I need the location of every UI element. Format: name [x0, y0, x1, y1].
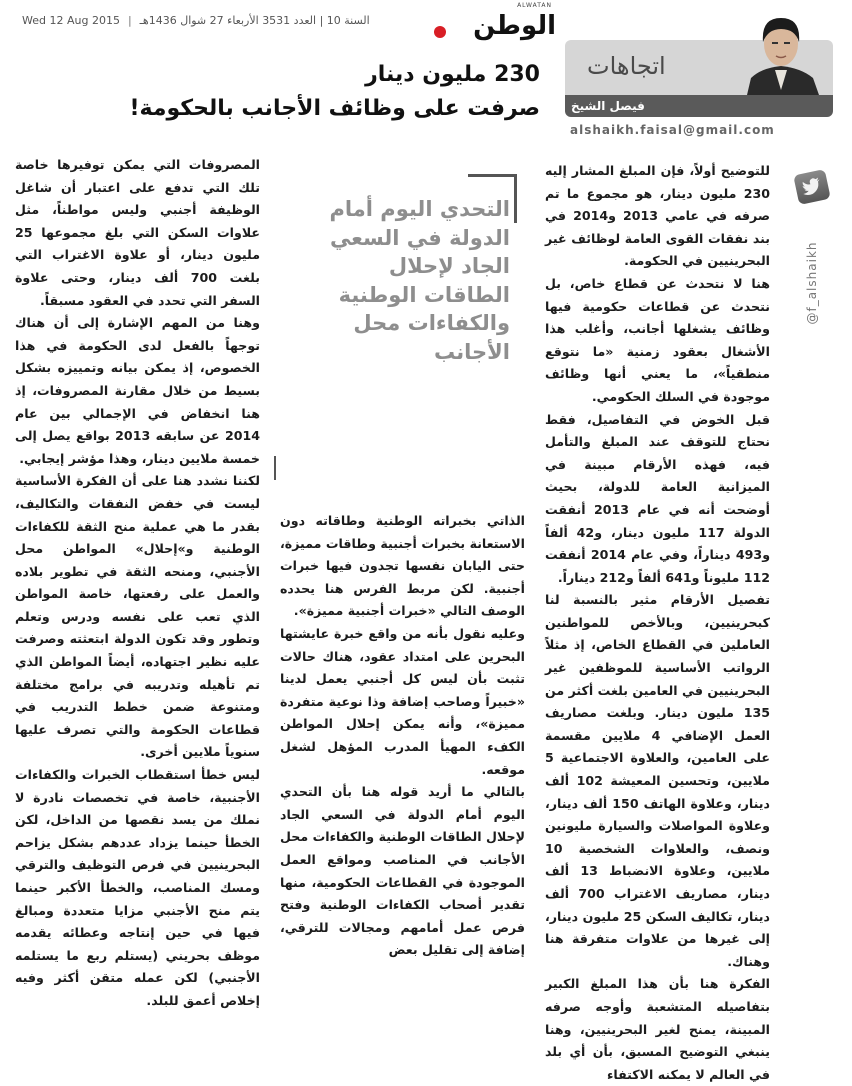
- author-name: فيصل الشيخ: [571, 99, 645, 113]
- paragraph: الذاتي بخبراته الوطنية وطاقاته دون الاستعانة بخبرات أجنبية وطاقات مميزة، حتى اليابان نفسها تجدون فيها خبرات أجنبية. لكن مربط الفرس هنا يحدده الوصف التالي «خبرات أجنبية مميزة».: [280, 513, 525, 619]
- paragraph: هنا لا نتحدث عن قطاع خاص، بل نتحدث عن قطاعات حكومية فيها وظائف يشغلها أجانب، وأغلب هذا الأشغال بعقود زمنية «ما نتوقع منطقياً»، ما يعني أنها وظائف موجودة في السلك الحكومي.: [545, 275, 770, 404]
- paragraph: ليس خطأ استقطاب الخبرات والكفاءات الأجنبية، خاصة في تخصصات نادرة لا نملك من يسد نقصها من الداخل، لكن الخطأ حينما يزداد عددهم بشكل يزاحم البحرينيين في فرص التوظيف والترقي ومسك المناصب، والخطأ الأكبر حينما يتم منح الأجنبي مزايا متعددة ومبالغ فيها في حين إنتاجه وعطائه يقدمه موظف بحريني (يستلم ربع ما يستلمه الأجنبي) لكن عمله متقن أكثر وفيه إخلاص أعمق للبلد.: [15, 767, 260, 1008]
- paragraph: تفصيل الأرقام مثير بالنسبة لنا كبحرينيين، وبالأخص للمواطنين العاملين في القطاع الخاص، إذ مثلاً الرواتب الأساسية للموظفين غير البحرينيين في العامين بلغت أكثر من 135 مليون دينار. وبلغت مصاريف العمل الإضافي 4 ملايين مقسمة على العامين، والعلاوة الاجتماعية 5 ملايين، وتحسين المعيشة 102 ألف دينار، وعلاوة الهاتف 150 ألف دينار، وعلاوة المواصلات والسيارة مليونين ونصف، والعلاوات الشخصية 10 ملايين، وعلاوة الانضباط 13 ألف دينار، مصاريف الاغتراب 700 ألف دينار، تكاليف السكن 25 مليون دينار، إلى غيرها من علاوات متفرقة هنا وهناك.: [545, 592, 771, 969]
- arabic-date: السنة 10 | العدد 3531 الأربعاء 27 شوال 1436هـ: [139, 13, 370, 27]
- english-date: Wed 12 Aug 2015: [22, 13, 120, 27]
- pullquote-bracket-bottom: [274, 456, 276, 480]
- paragraph: الفكرة هنا بأن هذا المبلغ الكبير بتفاصيله المتشعبة وأوجه صرفه المبينة، يمنح لغير البحرينيين، وهنا ينبغي التوضيح المسبق، بأن أي بلد في العالم لا يمكنه الاكتفاء: [545, 976, 770, 1082]
- headline-line-2: صرفت على وظائف الأجانب بالحكومة!: [129, 96, 540, 121]
- paragraph: للتوضيح أولاً، فإن المبلغ المشار إليه 230 مليون دينار، هو مجموع ما تم صرفه في عامي 2013 و2014 في بند نفقات القوى العامة لوظائف غير البحرينيين في الحكومة.: [545, 163, 771, 269]
- column-title: اتجاهات: [587, 52, 666, 80]
- article-headline: [60, 58, 540, 126]
- bird-glyph-icon: [800, 176, 823, 198]
- twitter-handle[interactable]: @f_alshaikh: [805, 241, 819, 325]
- dateline: [22, 10, 422, 30]
- paragraph: قبل الخوض في التفاصيل، فقط نحتاج للتوقف عند المبلغ والتأمل فيه، فهذه الأرقام مبينة في الميزانية العامة للدولة، بحيث أوضحت أنه في عام 2013 أنفقت الدولة 117 مليون دينار، و42 ألفاً و493 ديناراً، وفي عام 2014 أنفقت 112 مليوناً و641 ألفاً و212 ديناراً.: [545, 411, 771, 585]
- author-email[interactable]: alshaikh.faisal@gmail.com: [570, 123, 775, 137]
- newspaper-logo[interactable]: [430, 2, 556, 44]
- article-column-left: [15, 154, 260, 1013]
- article-column-right: [545, 160, 770, 1086]
- paragraph: بالتالي ما أريد قوله هنا بأن التحدي اليوم أمام الدولة في السعي الجاد لإحلال الطاقات الوطنية والكفاءات محل الأجانب في المناصب ومواقع العمل الموجودة في القطاعات الحكومية، منها تقدير أصحاب الكفاءات الوطنية وفتح فرص عمل أمامهم ومجالات للترقي، إضافة إلى تقليل بعض: [280, 784, 525, 958]
- column-header: [565, 40, 833, 95]
- article-column-middle: [280, 510, 525, 962]
- twitter-block[interactable]: [790, 168, 834, 328]
- logo-latin: ALWATAN: [517, 2, 552, 9]
- logo-red-dot-icon: [434, 26, 446, 38]
- headline-line-1: 230 مليون دينار: [365, 62, 540, 87]
- author-photo: [741, 10, 821, 95]
- pullquote: التحدي اليوم أمام الدولة في السعي الجاد لإحلال الطاقات الوطنية والكفاءات محل الأجانب: [329, 197, 510, 364]
- dateline-separator: |: [127, 13, 132, 27]
- paragraph: وهنا من المهم الإشارة إلى أن هناك توجهاً بالفعل لدى الحكومة في هذا الخصوص، إذ يمكن بيانه وتمييزه بشكل بسيط من خلال مقارنة المصروفات، إذ هنا انخفاض في الإجمالي بين عام 2014 عن سابقه 2013 بواقع يصل إلى خمسة ملايين دينار، وهذا مؤشر إيجابي.: [15, 315, 260, 466]
- logo-arabic: الوطن: [473, 11, 556, 41]
- author-bar: [565, 95, 833, 117]
- twitter-bird-icon: [793, 169, 831, 205]
- paragraph: المصروفات التي يمكن توفيرها خاصة تلك التي تدفع على اعتبار أن شاغل الوظيفة أجنبي وليس مواطناً، مثل علاوات السكن التي بلغ مجموعها 25 مليون دينار، أو علاوة الاغتراب التي بلغت 700 ألف دينار، وحتى علاوة السفر التي تحدد في العقود مسبقاً.: [15, 157, 260, 308]
- paragraph: لكننا نشدد هنا على أن الفكرة الأساسية ليست في خفض النفقات والتكاليف، بقدر ما هي عملية منح الثقة للكفاءات الوطنية و»إحلال» المواطن محل الأجنبي، ومنحه الثقة في تطوير بلاده والعمل على رفعتها، خاصة المواطن الذي تعب على نفسه ودرس وتعلم وتطور وقد تكون الدولة ابتعثته وصرفت عليه نظير اجتهاده، أيضاً المواطن الذي تم تأهيله وتدريبه في برامج مختلفة ومتنوعة ضمن خطط التدريب في قطاعات الحكومة والتي تصرف عليها سنوياً ملايين أخرى.: [15, 473, 260, 760]
- paragraph: وعليه نقول بأنه من واقع خبرة عايشتها البحرين على امتداد عقود، هناك حالات تثبت بأن ليس كل أجنبي يعمل لدينا «خبيراً وصاحب إضافة وذا نوعية متفردة مميزة»، وأنه يمكن إحلال المواطن الكفء المهيأ المدرب المؤهل لشغل موقعه.: [280, 625, 525, 777]
